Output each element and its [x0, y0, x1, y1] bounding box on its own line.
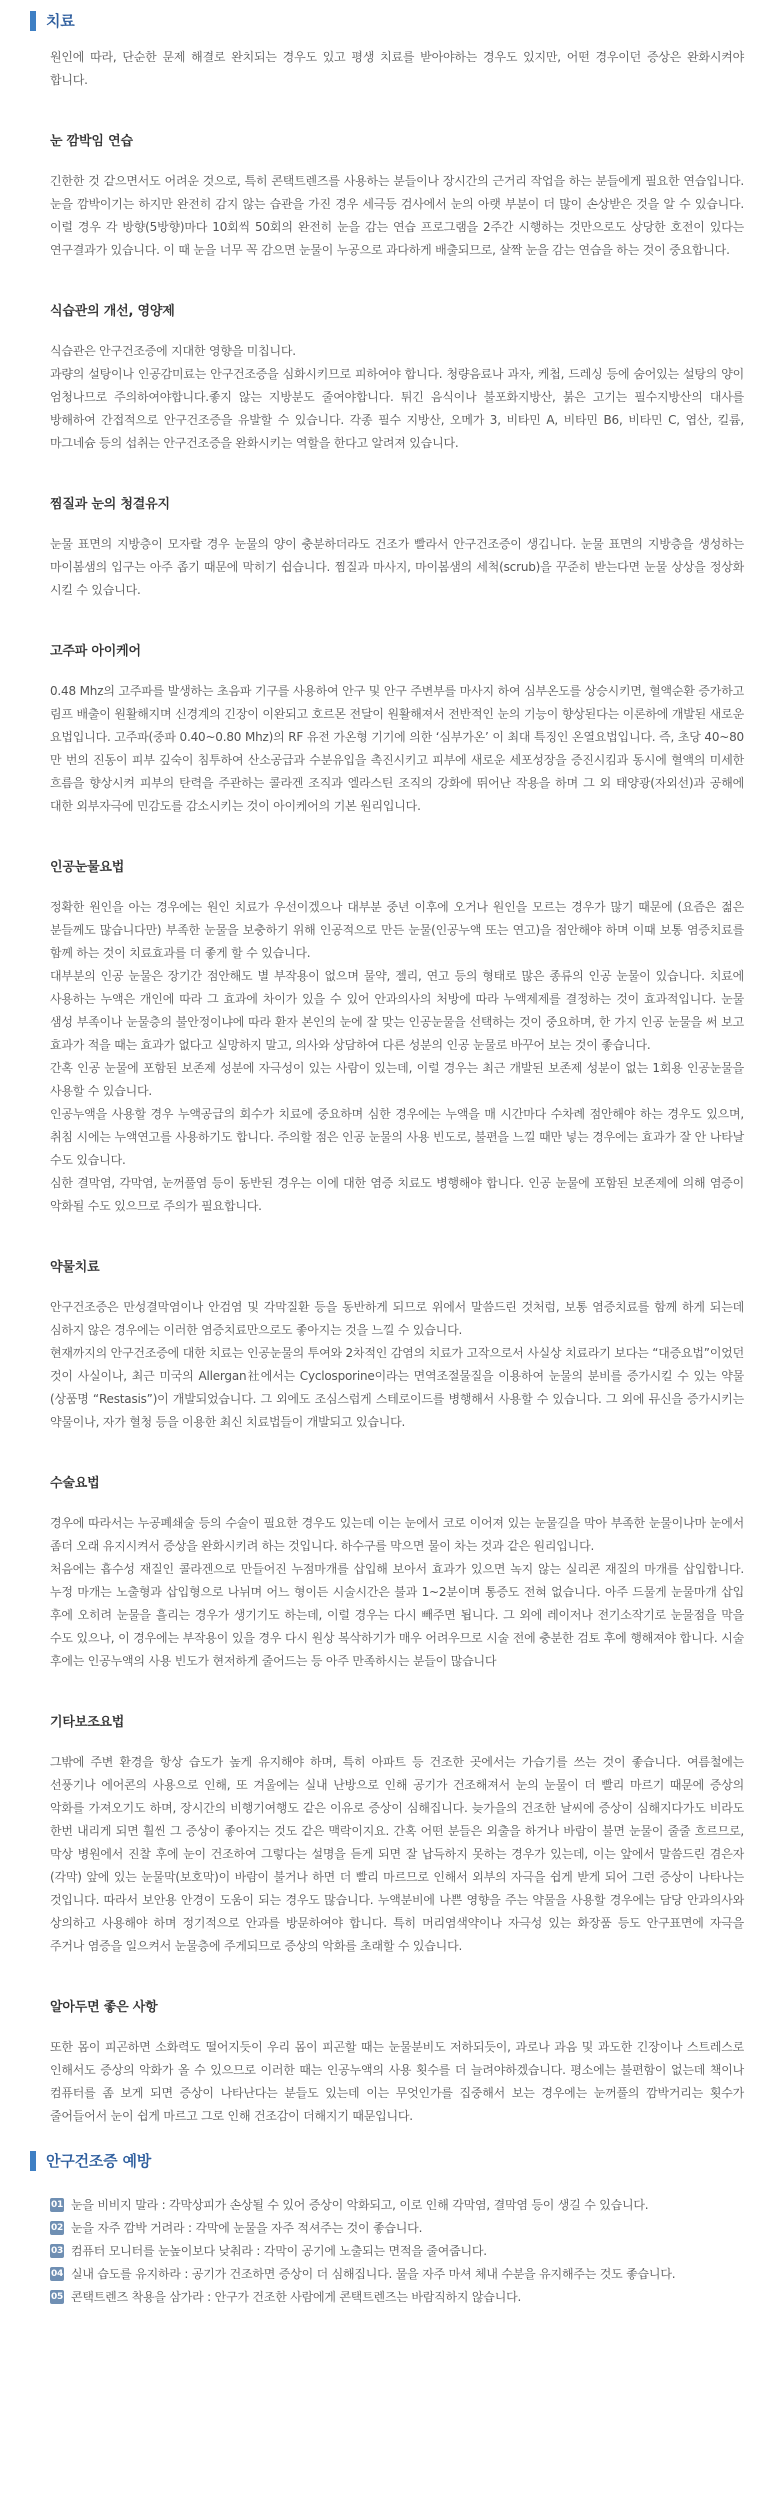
- treatment-subsection: [50, 1998, 744, 2128]
- heading-bar-icon: [30, 2151, 36, 2171]
- prevention-item-text: 콘택트렌즈 착용을 삼가라 : 안구가 건조한 사람에게 콘택트렌즈는 바람직하지 않습니다.: [71, 2290, 522, 2304]
- prevention-number-badge: 01: [50, 2200, 64, 2210]
- prevention-heading-text: 안구건조증 예방: [46, 2151, 152, 2170]
- prevention-number-badge: 04: [50, 2269, 64, 2279]
- treatment-subsection: [50, 1474, 744, 1673]
- treatment-heading: [30, 10, 744, 32]
- prevention-number-badge: 05: [50, 2292, 64, 2302]
- prevention-number-badge: 02: [50, 2223, 64, 2233]
- subsection-paragraph: 처음에는 흡수성 재질인 콜라겐으로 만들어진 누점마개를 삽입해 보아서 효과가 있으면 녹지 않는 실리콘 재질의 마개를 삽입합니다. 누정 마개는 노출형과 삽입형으로 나뉘며 어느 형이든 시술시간은 불과 1~2분이며 통증도 전혀 없습니다. 아주 드물게 눈물마개 삽입 후에 오히려 눈물을 흘리는 경우가 생기기도 하는데, 이럴 경우는 다시 빼주면 됩니다. 그 외에 레이저나 전기소작기로 눈물점을 막을 수도 있으나, 이 경우에는 부작용이 있을 경우 다시 원상 복삭하기가 매우 어려우므로 시술 전에 충분한 검토 후에 행해져야 합니다. 시술 후에는 인공누액의 사용 빈도가 현저하게 줄어드는 등 아주 만족하시는 분들이 많습니다: [50, 1562, 744, 1668]
- treatment-subsection: [50, 302, 744, 455]
- prevention-item: [50, 2286, 744, 2309]
- prevention-item: [50, 2194, 744, 2217]
- subsection-paragraph: 식습관은 안구건조증에 지대한 영향을 미칩니다.: [50, 344, 296, 358]
- treatment-subsection: [50, 132, 744, 262]
- prevention-heading: [30, 2150, 744, 2172]
- subsection-paragraph: 그밖에 주변 환경을 항상 습도가 높게 유지해야 하며, 특히 아파트 등 건조한 곳에서는 가습기를 쓰는 것이 좋습니다. 여름철에는 선풍기나 에어콘의 사용으로 인해, 또 겨울에는 실내 난방으로 인해 공기가 건조해져서 눈의 눈물이 더 빨리 마르기 때문에 증상의 악화를 가져오기도 하며, 장시간의 비행기여행도 같은 이유로 증상이 심해집니다. 늦가을의 건조한 날씨에 증상이 심해지다가도 비라도 한번 내리게 되면 훨씬 그 증상이 좋아지는 것도 같은 맥락이지요. 간혹 어떤 분들은 외출을 하거나 바람이 불면 눈물이 줄줄 흐르므로, 막상 병원에서 진찰 후에 눈이 건조하여 그렇다는 설명을 듣게 되면 잘 납득하지 못하는 경우가 있는데, 이는 앞에서 말씀드린 겸은자(각막) 앞에 있는 눈물막(보호막)이 바람이 불거나 하면 더 빨리 마르므로 인해서 외부의 자극을 쉽게 받게 되어 그런 증상이 나타나는 것입니다. 따라서 보안용 안경이 도움이 되는 경우도 많습니다. 누액분비에 나쁜 영향을 주는 약물을 사용할 경우에는 담당 안과의사와 상의하고 사용해야 하며 정기적으로 안과를 방문하여야 합니다. 특히 머리염색약이나 자극성 있는 화장품 등도 안구표면에 자극을 주거나 염증을 일으켜서 눈물층에 주게되므로 증상의 악화를 초래할 수 있습니다.: [50, 1755, 744, 1953]
- treatment-subsection: [50, 1258, 744, 1434]
- prevention-item: [50, 2217, 744, 2240]
- treatment-intro: 원인에 따라, 단순한 문제 해결로 완치되는 경우도 있고 평생 치료를 받아야하는 경우도 있지만, 어떤 경우이던 증상은 완화시켜야 합니다.: [50, 50, 744, 87]
- subsection-paragraph: 간혹 인공 눈물에 포함된 보존제 성분에 자극성이 있는 사람이 있는데, 이럴 경우는 최근 개발된 보존제 성분이 없는 1회용 인공눈물을 사용할 수 있습니다.: [50, 1061, 744, 1098]
- treatment-subsection: [50, 642, 744, 818]
- prevention-number-badge: 03: [50, 2246, 64, 2256]
- subsection-title: 수술요법: [50, 1476, 100, 1491]
- subsection-title: 기타보조요법: [50, 1715, 125, 1730]
- prevention-item-text: 컴퓨터 모니터를 눈높이보다 낮춰라 : 각막이 공기에 노출되는 면적을 줄여줍니다.: [71, 2244, 487, 2258]
- treatment-subsection: [50, 1713, 744, 1958]
- subsection-title: 눈 깜박임 연습: [50, 134, 133, 149]
- treatment-subsection: [50, 495, 744, 602]
- subsection-title: 인공눈물요법: [50, 860, 125, 875]
- heading-bar-icon: [30, 11, 36, 31]
- subsection-paragraph: 현재까지의 안구건조증에 대한 치료는 인공눈물의 투여와 2차적인 감염의 치료가 고작으로서 사실상 치료라기 보다는 “대증요법”이었던 것이 사실이나, 최근 미국의 Allergan社에서는 Cyclosporine이라는 면역조절물질을 이용하여 눈물의 분비를 증가시킬 수 있는 약물(상품명 “Restasis”)이 개발되었습니다. 그 외에도 조심스럽게 스테로이드를 병행해서 사용할 수 있습니다. 그 외에 뮤신을 증가시키는 약물이나, 자가 혈청 등을 이용한 최신 치료법들이 개발되고 있습니다.: [50, 1346, 744, 1429]
- treatment-subsection: [50, 858, 744, 1218]
- treatment-sections: [50, 132, 744, 2128]
- prevention-item: [50, 2240, 744, 2263]
- subsection-title: 찜질과 눈의 청결유지: [50, 497, 170, 512]
- subsection-paragraph: 눈물 표면의 지방층이 모자랄 경우 눈물의 양이 충분하더라도 건조가 빨라서 안구건조증이 생깁니다. 눈물 표면의 지방층을 생성하는 마이봄샘의 입구는 아주 좁기 때문에 막히기 쉽습니다. 찜질과 마사지, 마이봄샘의 세척(scrub)을 꾸준히 받는다면 눈물 상상을 정상화 시킬 수 있습니다.: [50, 537, 744, 597]
- subsection-paragraph: 안구건조증은 만성결막염이나 안검염 및 각막질환 등을 동반하게 되므로 위에서 말씀드린 것처럼, 보통 염증치료를 함께 하게 되는데 심하지 않은 경우에는 이러한 염증치료만으로도 좋아지는 것을 느낄 수 있습니다.: [50, 1300, 744, 1337]
- subsection-paragraph: 긴한한 것 같으면서도 어려운 것으로, 특히 콘택트렌즈를 사용하는 분들이나 장시간의 근거리 작업을 하는 분들에게 필요한 연습입니다. 눈을 깜박이기는 하지만 완전히 감지 않는 습관을 가진 경우 세극등 검사에서 눈의 아랫 부분이 더 많이 손상받은 것을 알 수 있습니다. 이럴 경우 각 방향(5방향)마다 10회씩 50회의 완전히 눈을 감는 연습 프로그램을 2주간 시행하는 것만으로도 상당한 호전이 있다는 연구결과가 있습니다. 이 때 눈을 너무 꼭 감으면 눈물이 누공으로 과다하게 배출되므로, 살짝 눈을 감는 연습을 하는 것이 중요합니다.: [50, 174, 744, 257]
- subsection-paragraph: 대부분의 인공 눈물은 장기간 점안해도 별 부작용이 없으며 물약, 젤리, 연고 등의 형태로 많은 종류의 인공 눈물이 있습니다. 치료에 사용하는 누액은 개인에 따라 그 효과에 차이가 있을 수 있어 안과의사의 처방에 따라 누액제제를 결정하는 것이 효과적입니다. 눈물 샘성 부족이나 눈물층의 불안정이냐에 따라 환자 본인의 눈에 잘 맞는 인공눈물을 선택하는 것이 중요하며, 한 가지 인공 눈물을 써 보고 효과가 적을 때는 효과가 없다고 실망하지 말고, 의사와 상담하여 다른 성분의 인공 눈물로 바꾸어 보는 것이 좋습니다.: [50, 969, 744, 1052]
- prevention-item-text: 눈을 자주 깜박 거려라 : 각막에 눈물을 자주 적셔주는 것이 좋습니다.: [71, 2221, 423, 2235]
- subsection-paragraph: 인공누액을 사용할 경우 누액공급의 회수가 치료에 중요하며 심한 경우에는 누액을 매 시간마다 수차례 점안해야 하는 경우도 있으며, 취침 시에는 누액연고를 사용하기도 합니다. 주의할 점은 인공 눈물의 사용 빈도로, 불편을 느낄 때만 넣는 경우에는 효과가 잘 안 나타날 수도 있습니다.: [50, 1107, 744, 1167]
- prevention-item: [50, 2263, 744, 2286]
- subsection-paragraph: 또한 몸이 피곤하면 소화력도 떨어지듯이 우리 몸이 피곤할 때는 눈물분비도 저하되듯이, 과로나 과음 및 과도한 긴장이나 스트레스로 인해서도 증상의 악화가 올 수 있으므로 이러한 때는 인공누액의 사용 횟수를 더 늘려야하겠습니다. 평소에는 불편함이 없는데 책이나 컴퓨터를 좀 보게 되면 증상이 나타난다는 분들도 있는데 이는 무엇인가를 집중해서 보는 경우에는 눈꺼풀의 깜박거리는 횟수가 줄어들어서 눈이 쉽게 마르고 그로 인해 건조감이 더해지기 때문입니다.: [50, 2040, 744, 2123]
- treatment-heading-text: 치료: [46, 11, 75, 30]
- subsection-paragraph: 0.48 Mhz의 고주파를 발생하는 초음파 기구를 사용하여 안구 및 안구 주변부를 마사지 하여 심부온도를 상승시키면, 혈액순환 증가하고 림프 배출이 원활해지며 신경계의 긴장이 이완되고 호르몬 전달이 원활해져서 전반적인 눈의 기능이 향상된다는 이론하에 개발된 새로운 요법입니다. 고주파(중파 0.40~0.80 Mhz)의 RF 유전 가온형 기기에 의한 ‘심부가온’ 이 최대 특징인 온열요법입니다. 즉, 초당 40~80 만 번의 진동이 피부 깊숙이 침투하여 산소공급과 수분유입을 촉진시키고 피부에 새로운 세포성장을 증진시킴과 동시에 혈액의 미세한 흐름을 향상시켜 피부의 탄력을 주관하는 콜라겐 조직과 엘라스틴 조직의 강화에 뛰어난 작용을 하며 그 외 태양광(자외선)과 공해에 대한 외부자극에 민감도를 감소시키는 것이 아이케어의 기본 원리입니다.: [50, 684, 744, 813]
- prevention-list: [50, 2194, 744, 2309]
- subsection-paragraph: 경우에 따라서는 누공폐쇄술 등의 수술이 필요한 경우도 있는데 이는 눈에서 코로 이어져 있는 눈물길을 막아 부족한 눈물이나마 눈에서 좀더 오래 유지시켜서 증상을 완화시키려 하는 것입니다. 하수구를 막으면 물이 차는 것과 같은 원리입니다.: [50, 1516, 744, 1553]
- subsection-title: 약물치료: [50, 1260, 100, 1275]
- subsection-paragraph: 과량의 설탕이나 인공감미료는 안구건조증을 심화시키므로 피하여야 합니다. 청량음료나 과자, 케첩, 드레싱 등에 숨어있는 설탕의 양이 엄청나므로 주의하여야합니다.좋지 않는 지방분도 줄여야합니다. 튀긴 음식이나 불포화지방산, 붉은 고기는 필수지방산의 대사를 방해하여 간접적으로 안구건조증을 유발할 수 있습니다. 각종 필수 지방산, 오메가 3, 비타민 A, 비타민 B6, 비타민 C, 엽산, 킬륨, 마그네슘 등의 섭취는 안구건조증을 완화시키는 역할을 한다고 알려져 있습니다.: [50, 367, 744, 450]
- subsection-title: 고주파 아이케어: [50, 644, 141, 659]
- prevention-item-text: 눈을 비비지 말라 : 각막상피가 손상될 수 있어 증상이 악화되고, 이로 인해 각막염, 결막염 등이 생길 수 있습니다.: [71, 2198, 649, 2212]
- prevention-item-text: 실내 습도를 유지하라 : 공기가 건조하면 증상이 더 심해집니다. 물을 자주 마셔 체내 수분을 유지해주는 것도 좋습니다.: [71, 2267, 676, 2281]
- subsection-paragraph: 심한 결막염, 각막염, 눈꺼풀염 등이 동반된 경우는 이에 대한 염증 치료도 병행해야 합니다. 인공 눈물에 포함된 보존제에 의해 염증이 악화될 수도 있으므로 주의가 필요합니다.: [50, 1176, 744, 1213]
- subsection-title: 식습관의 개선, 영양제: [50, 304, 175, 319]
- subsection-title: 알아두면 좋은 사항: [50, 2000, 158, 2015]
- subsection-paragraph: 정확한 원인을 아는 경우에는 원인 치료가 우선이겠으나 대부분 중년 이후에 오거나 원인을 모르는 경우가 많기 때문에 (요즘은 젊은 분들께도 많습니다만) 부족한 눈물을 보충하기 위해 인공적으로 만든 눈물(인공누액 또는 연고)을 점안해야 하며 이때 보통 염증치료를 함께 하는 것이 치료효과를 더 좋게 할 수 있습니다.: [50, 900, 744, 960]
